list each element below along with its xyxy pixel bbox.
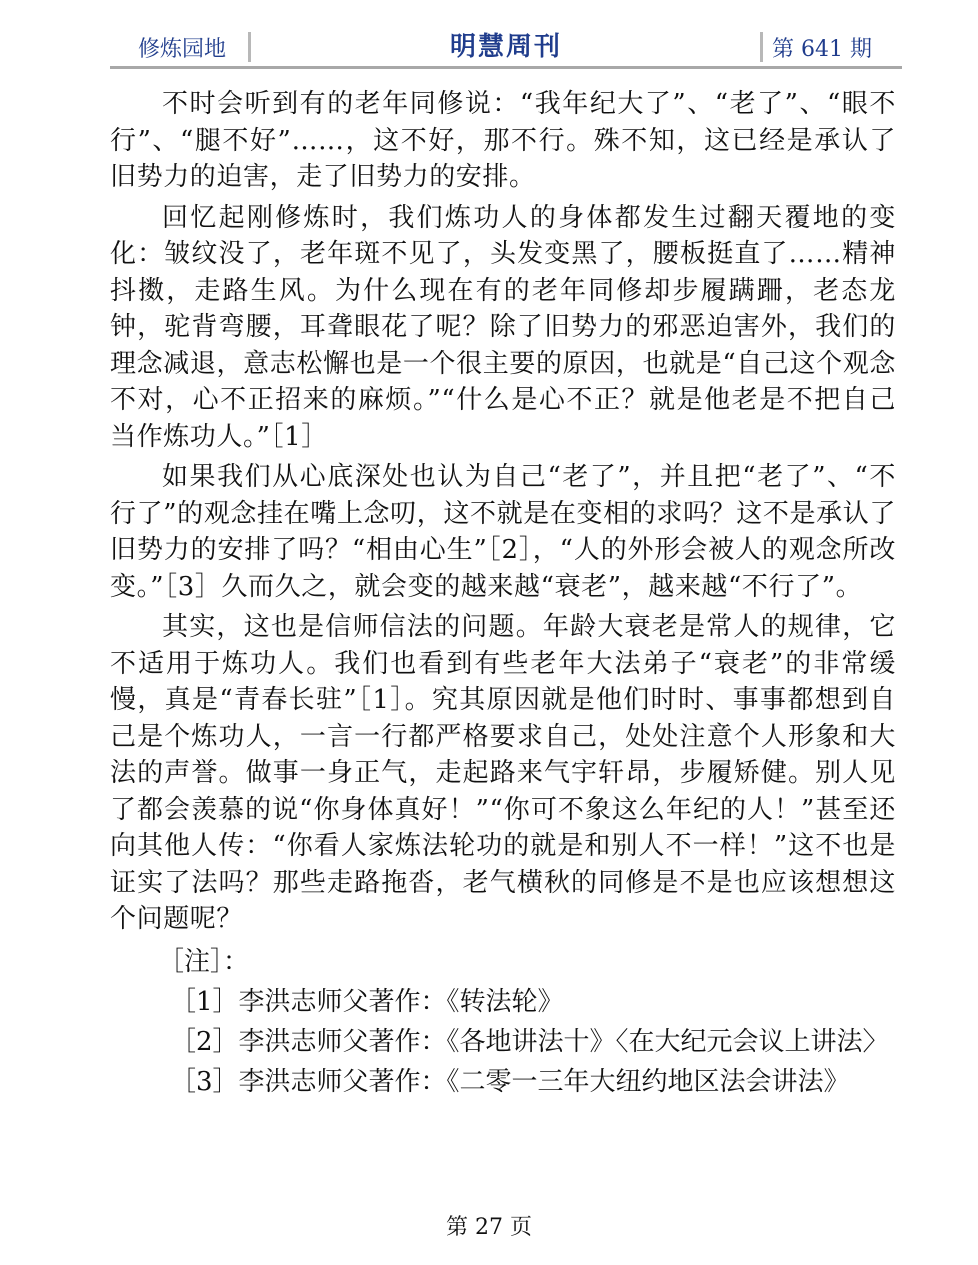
footnotes [110, 942, 896, 1102]
article-body [110, 86, 896, 1102]
page-number: 第 27 页 [446, 1215, 532, 1240]
section-name: 修炼园地 [138, 37, 227, 62]
footnote-item: ［3］李洪志师父著作：《二零一三年大纽约地区法会讲法》 [170, 1066, 850, 1097]
paragraph: 回忆起刚修炼时，我们炼功人的身体都发生过翻天覆地的变化：皱纹没了，老年斑不见了，头发变黑了，腰板挺直了……精神抖擞，走路生风。为什么现在有的老年同修却步履蹒跚，老态龙钟，驼背弯腰，耳聋眼花了呢？除了旧势力的邪恶迫害外，我们的理念减退，意志松懈也是一个很主要的原因，也就是“自己这个观念不对，心不正招来的麻烦。”“什么是心不正？就是他老是不把自己当作炼功人。”［1］ [110, 202, 896, 452]
header-divider-right [760, 32, 763, 62]
footnote-item: ［2］李洪志师父著作：《各地讲法十》〈在大纪元会议上讲法〉 [170, 1026, 889, 1057]
page-header [110, 26, 902, 68]
paragraph: 如果我们从心底深处也认为自己“老了”，并且把“老了”、“不行了”的观念挂在嘴上念叨，这不就是在变相的求吗？这不是承认了旧势力的安排了吗？“相由心生”［2］，“人的外形会被人的观念所改变。”［3］久而久之，就会变的越来越“衰老”，越来越“不行了”。 [110, 462, 896, 602]
publication-title: 明慧周刊 [449, 32, 562, 62]
issue-number: 第 641 期 [772, 37, 872, 62]
footnote-item: ［1］李洪志师父著作：《转法轮》 [170, 986, 564, 1017]
paragraph: 不时会听到有的老年同修说：“我年纪大了”、“老了”、“眼不行”、“腿不好”……，这不好，那不行。殊不知，这已经是承认了旧势力的迫害，走了旧势力的安排。 [110, 89, 896, 192]
paragraph: 其实，这也是信师信法的问题。年龄大衰老是常人的规律，它不适用于炼功人。我们也看到有些老年大法弟子“衰老”的非常缓慢，真是“青春长驻”［1］。究其原因就是他们时时、事事都想到自己是个炼功人，一言一行都严格要求自己，处处注意个人形象和大法的声誉。做事一身正气，走起路来气宇轩昂，步履矫健。别人见了都会羡慕的说“你身体真好！”“你可不象这么年纪的人！”甚至还向其他人传：“你看人家炼法轮功的就是和别人不一样！”这不也是证实了法吗？那些走路拖沓，老气横秋的同修是不是也应该想想这个问题呢？ [110, 612, 896, 934]
footnotes-label: ［注］： [158, 946, 250, 977]
header-rule [110, 66, 902, 69]
